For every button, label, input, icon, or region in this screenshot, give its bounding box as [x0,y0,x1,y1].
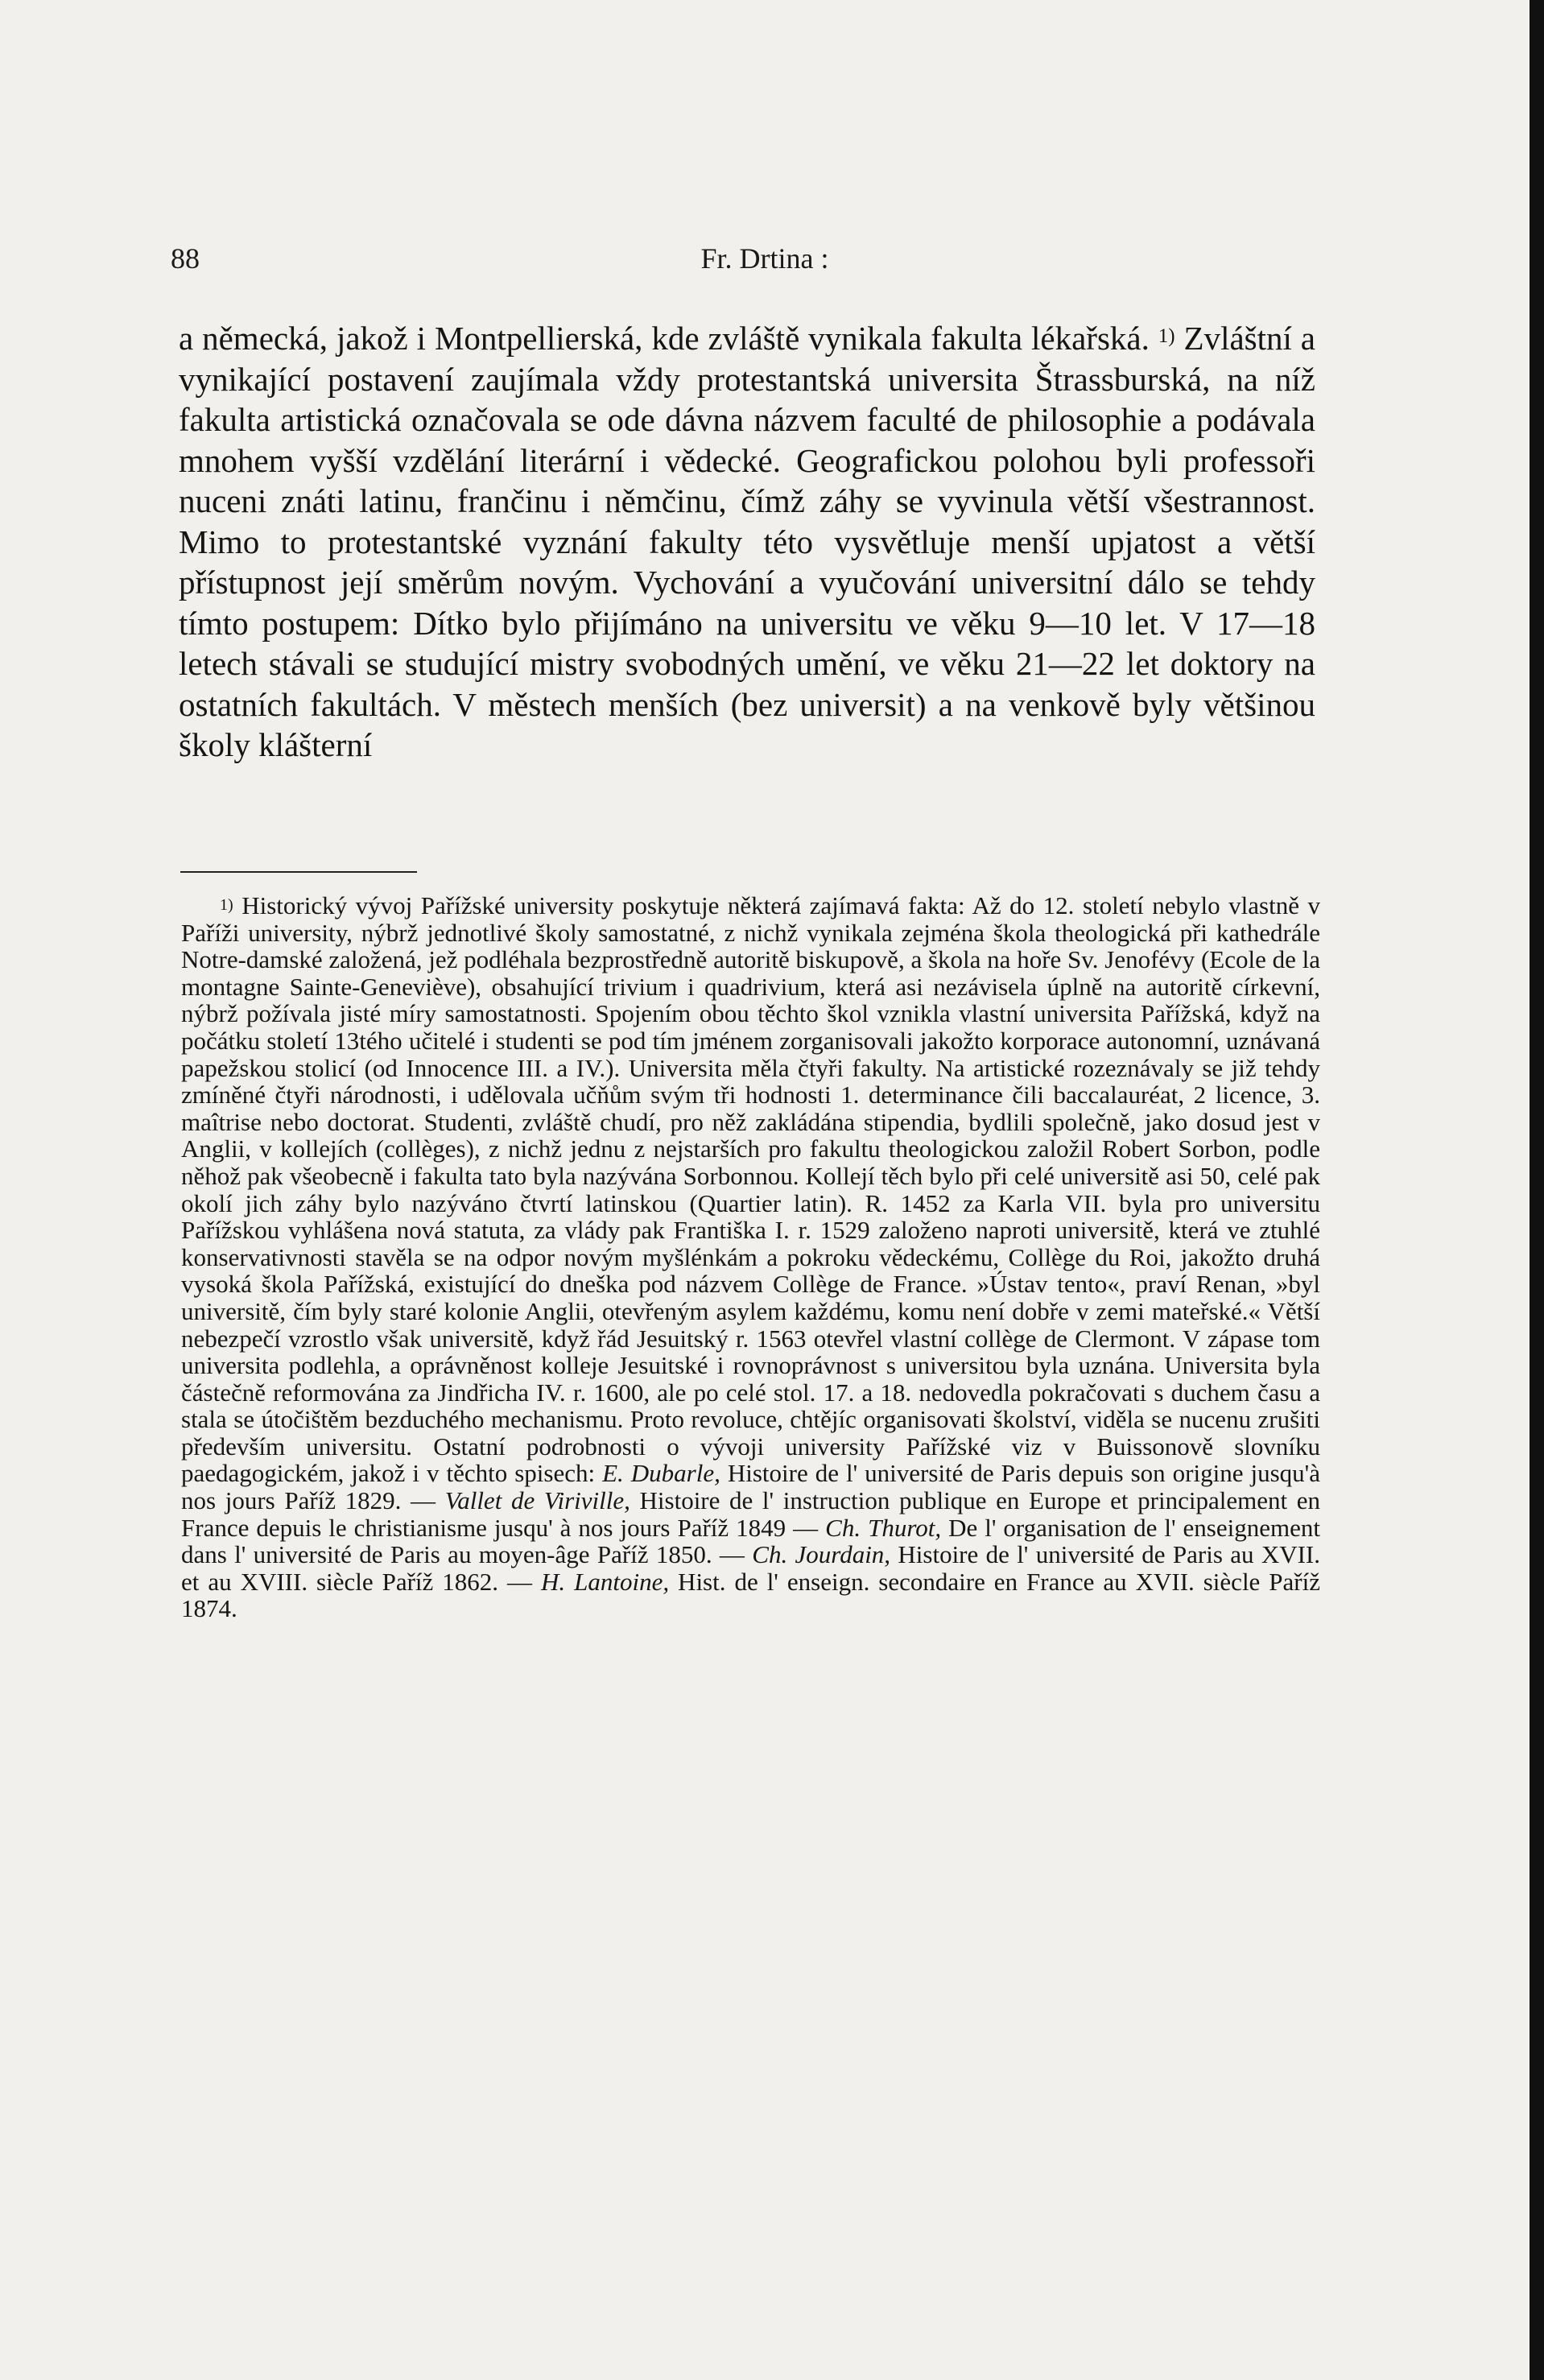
main-paragraph [179,318,1315,766]
scan-edge [1530,0,1544,2380]
footnote-text-d: De l' organisation de l' enseignement dans l' université de Paris au moyen-âge Paříž 1850. — [181,1513,1320,1569]
ref-author-jourdain: Ch. Jourdain, [752,1540,891,1569]
footnote-paragraph [181,892,1320,1622]
footnote-text-a: Historický vývoj Pařížské university poskytuje některá zajímavá fakta: Až do 12. století nebylo vlastně v Paříži university, nýbrž jednotlivé školy samostatné, z nichž vynikala zejména škola theologická při kathedrále Notre-damské založená, jež podléhala bezprostředně autoritě biskupově, a škola na hoře Sv. Jenofévy (Ecole de la montagne Sainte-Geneviève), obsahující trivium i quadrivium, která asi nezávisela úplně na autoritě církevní, nýbrž požívala jisté míry samostatnosti. Spojením obou těchto škol vznikla vlastní universita Pařížská, když na počátku století 13tého učitelé i studenti se pod tím jménem zorganisovali jakožto korporace autonomní, uznávaná papežskou stolicí (od Innocence III. a IV.). Universita měla čtyři fakulty. Na artistické rozeznávaly se již tehdy zmíněné čtyři národnosti, i udělovala učňům svým tři hodnosti 1. determinance čili baccalauréat, 2 licence, 3. maîtrise nebo doctorat. Studenti, zvláště chudí, pro něž zakládána stipendia, bydlili společně, jako dosud jest v Anglii, v kollejích (collèges), z nichž jednu z nejstarších pro fakultu theologickou založil Robert Sorbon, podle něhož pak všeobecně i fakulta tato byla nazývána Sorbonnou. Kollejí těch bylo při celé universitě asi 50, celé pak okolí jich záhy bylo nazýváno čtvrtí latinskou (Quartier latin). R. 1452 za Karla VII. byla pro universitu Pařížskou vyhlášena nová statuta, za vlády pak Františka I. r. 1529 založeno naproti universitě, která ve ztuhlé konservativnosti stavěla se na odpor novým myšlénkám a pokroku vědeckému, Collège du Roi, jakožto druhá vysoká škola Pařížská, existující do dneška pod názvem Collège de France. »Ústav tento«, praví Renan, »byl universitě, čím byly staré kolonie Anglii, otevřeným asylem každému, komu není dobře v zemi mateřské.« Větší nebezpečí vzrostlo však universitě, když řád Jesuitský r. 1563 otevřel vlastní collège de Clermont. V zápase tom universita podlehla, a oprávněnost kolleje Jesuitské i rovnoprávnost s universitou byla uznána. Universita byla částečně reformována za Jindřicha IV. r. 1600, ale po celé stol. 17. a 18. nedovedla pokračovati s duchem času a stala se útočištěm bezduchého mechanismu. Proto revoluce, chtějíc organisovati školství, viděla se nucenu zrušiti především universitu. Ostatní podrobnosti o vývoji university Pařížské viz v Buissonově slovníku paedagogickém, jakož i v těchto spisech: [181,891,1320,1488]
footnote-text-c: Histoire de l' instruction publique en Europe et principalement en France depuis le christianisme jusqu' à nos jours Paříž 1849 — [181,1486,1320,1542]
ref-author-vallet: Vallet de Viriville, [444,1486,630,1515]
main-text-part1: a německá, jakož i Montpellierská, kde zvláště vynikala fakulta lékařská. [179,320,1150,357]
footnote-reference: 1) [1158,325,1175,347]
main-text [179,318,1315,766]
ref-author-dubarle: E. Dubarle, [602,1459,720,1488]
running-head: Fr. Drtina : [700,242,829,275]
footnote-text-b: Histoire de l' université de Paris depuis son origine jusqu'à nos jours Paříž 1829. — [181,1459,1320,1515]
footnote-text-e: Histoire de l' université de Paris au XVII. et au XVIII. siècle Paříž 1862. — [181,1540,1320,1596]
footnote [181,892,1320,1622]
page-number: 88 [171,242,200,275]
page-header [0,242,1530,290]
main-text-part2: Zvláštní a vynikající postavení zaujímala vždy protestantská universita Štrassburská, na níž fakulta artistická označovala se ode dávna názvem faculté de philosophie a podávala mnohem vyšší vzdělání literární i vědecké. Geografickou polohou byli professoři nuceni znáti latinu, frančinu i němčinu, čímž záhy se vyvinula větší všestrannost. Mimo to protestantské vyznání fakulty této vysvětluje menší upjatost a větší přístupnost její směrům novým. Vychování a vyučování universitní dálo se tehdy tímto postupem: Dítko bylo přijímáno na universitu ve věku 9—10 let. V 17—18 letech stávali se studující mistry svobodných umění, ve věku 21—22 let doktory na ostatních fakultách. V městech menších (bez universit) a na venkově byly většinou školy klášterní [179,320,1315,763]
footnote-divider [180,871,417,873]
ref-author-lantoine: H. Lantoine, [540,1567,670,1596]
ref-author-thurot: Ch. Thurot, [825,1513,942,1542]
footnote-marker: 1) [220,896,233,914]
footnote-text-f: Hist. de l' enseign. secondaire en France au XVII. siècle Paříž 1874. [181,1567,1320,1623]
